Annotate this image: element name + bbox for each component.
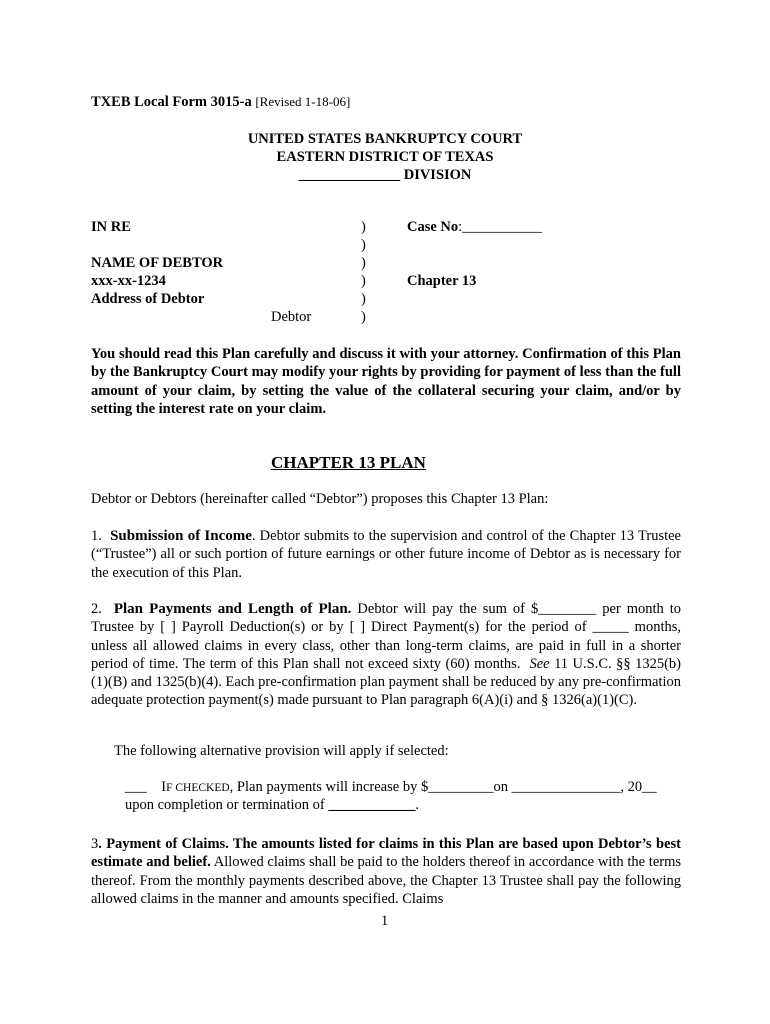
if-checked-initial: I <box>161 779 167 795</box>
section-3-heading: Payment of Claims. The amounts listed for claims in this Plan are based upon Debtor’s best estimate and belief. <box>91 836 681 871</box>
section-2 <box>91 600 681 710</box>
if-checked-label: F CHECKED <box>166 782 230 794</box>
section-3 <box>91 835 681 908</box>
alt-provision-end: . <box>415 797 419 813</box>
alt-provision-line2 <box>125 797 419 814</box>
division-label: DIVISION <box>403 167 472 183</box>
case-no-field: ___________ <box>462 219 542 235</box>
caption-paren: ) <box>361 291 366 307</box>
court-district: EASTERN DISTRICT OF TEXAS <box>276 149 494 165</box>
caption-paren: ) <box>361 237 366 253</box>
section-1-number: 1. <box>91 528 102 544</box>
section-3-dot: . <box>98 836 102 852</box>
section-2-text-a: Debtor will pay the sum of $________ per month to Trustee by [ ] Payroll Deduction(s) or by [ ] Direct Payment(s) for the period of _____ months, unless all allowed claims in every class, other than long-term claims, are paid in full in a shorter period of time. The term of this Plan shall not exceed sixty (60) months. <box>91 601 682 672</box>
in-re: IN RE <box>91 219 131 235</box>
debtor-name: NAME OF DEBTOR <box>91 255 224 271</box>
alt-checkbox-blank: ___ <box>125 779 147 795</box>
division-blank: ______________ <box>298 167 401 183</box>
alt-termination-blank: ____________ <box>328 797 416 813</box>
alt-provision-line1 <box>125 779 657 796</box>
revised-date: [Revised 1-18-06] <box>255 94 351 109</box>
alt-provision-text2: upon completion or termination of <box>125 797 329 813</box>
page-number: 1 <box>381 913 389 929</box>
section-1 <box>91 527 681 582</box>
chapter-label: Chapter 13 <box>407 273 477 289</box>
section-2-number: 2. <box>91 601 102 617</box>
section-1-heading: Submission of Income <box>110 528 252 544</box>
debtor-address: Address of Debtor <box>91 291 205 307</box>
intro-text: Debtor or Debtors (hereinafter called “Debtor”) proposes this Chapter 13 Plan: <box>91 491 549 507</box>
caption-paren: ) <box>361 309 366 325</box>
caption-paren: ) <box>361 219 366 235</box>
section-1-text: . Debtor submits to the supervision and control of the Chapter 13 Trustee (“Trustee”) all or such portion of future earnings or other future income of Debtor as is necessary for the execution of this Plan. <box>91 528 681 581</box>
section-2-text-b: 11 U.S.C. §§ 1325(b)(1)(B) and 1325(b)(4). Each pre-confirmation plan payment shall be reduced by any pre-confirmation adequate protection payment(s) made pursuant to Plan paragraph 6(A)(i) and § 1326(a)(1)(C). <box>91 655 682 709</box>
case-no-label: Case No <box>407 219 459 235</box>
form-header <box>91 94 350 111</box>
court-division <box>0 166 770 184</box>
alt-provision-text: , Plan payments will increase by $_________on _______________, 20__ <box>229 779 657 795</box>
section-3-text: Allowed claims shall be paid to the holders thereof in accordance with the terms thereof. From the monthly payments described above, the Chapter 13 Trustee shall pay the following allowed claims in the manner and amounts specified. Claims <box>91 854 682 907</box>
warning-paragraph: You should read this Plan carefully and discuss it with your attorney. Confirmation of this Plan by the Bankruptcy Court may modify your rights by providing for payment of less than the full amount of your claim, by setting the value of the collateral securing your claim, and/or by setting the interest rate on your claim. <box>91 346 681 417</box>
alt-provision-intro: The following alternative provision will apply if selected: <box>114 743 449 759</box>
debtor-label: Debtor <box>271 309 312 325</box>
court-name: UNITED STATES BANKRUPTCY COURT <box>247 131 523 147</box>
section-2-heading: Plan Payments and Length of Plan. <box>113 601 352 617</box>
case-no-colon: : <box>458 219 463 235</box>
case-number <box>407 219 542 236</box>
caption-paren: ) <box>361 255 366 271</box>
debtor-ssn: xxx-xx-1234 <box>91 273 166 289</box>
form-id: TXEB Local Form 3015-a <box>91 94 252 110</box>
see-reference: See <box>529 655 550 672</box>
caption-paren: ) <box>361 273 366 289</box>
plan-title: CHAPTER 13 PLAN <box>271 453 426 472</box>
section-3-number: 3 <box>91 836 99 852</box>
